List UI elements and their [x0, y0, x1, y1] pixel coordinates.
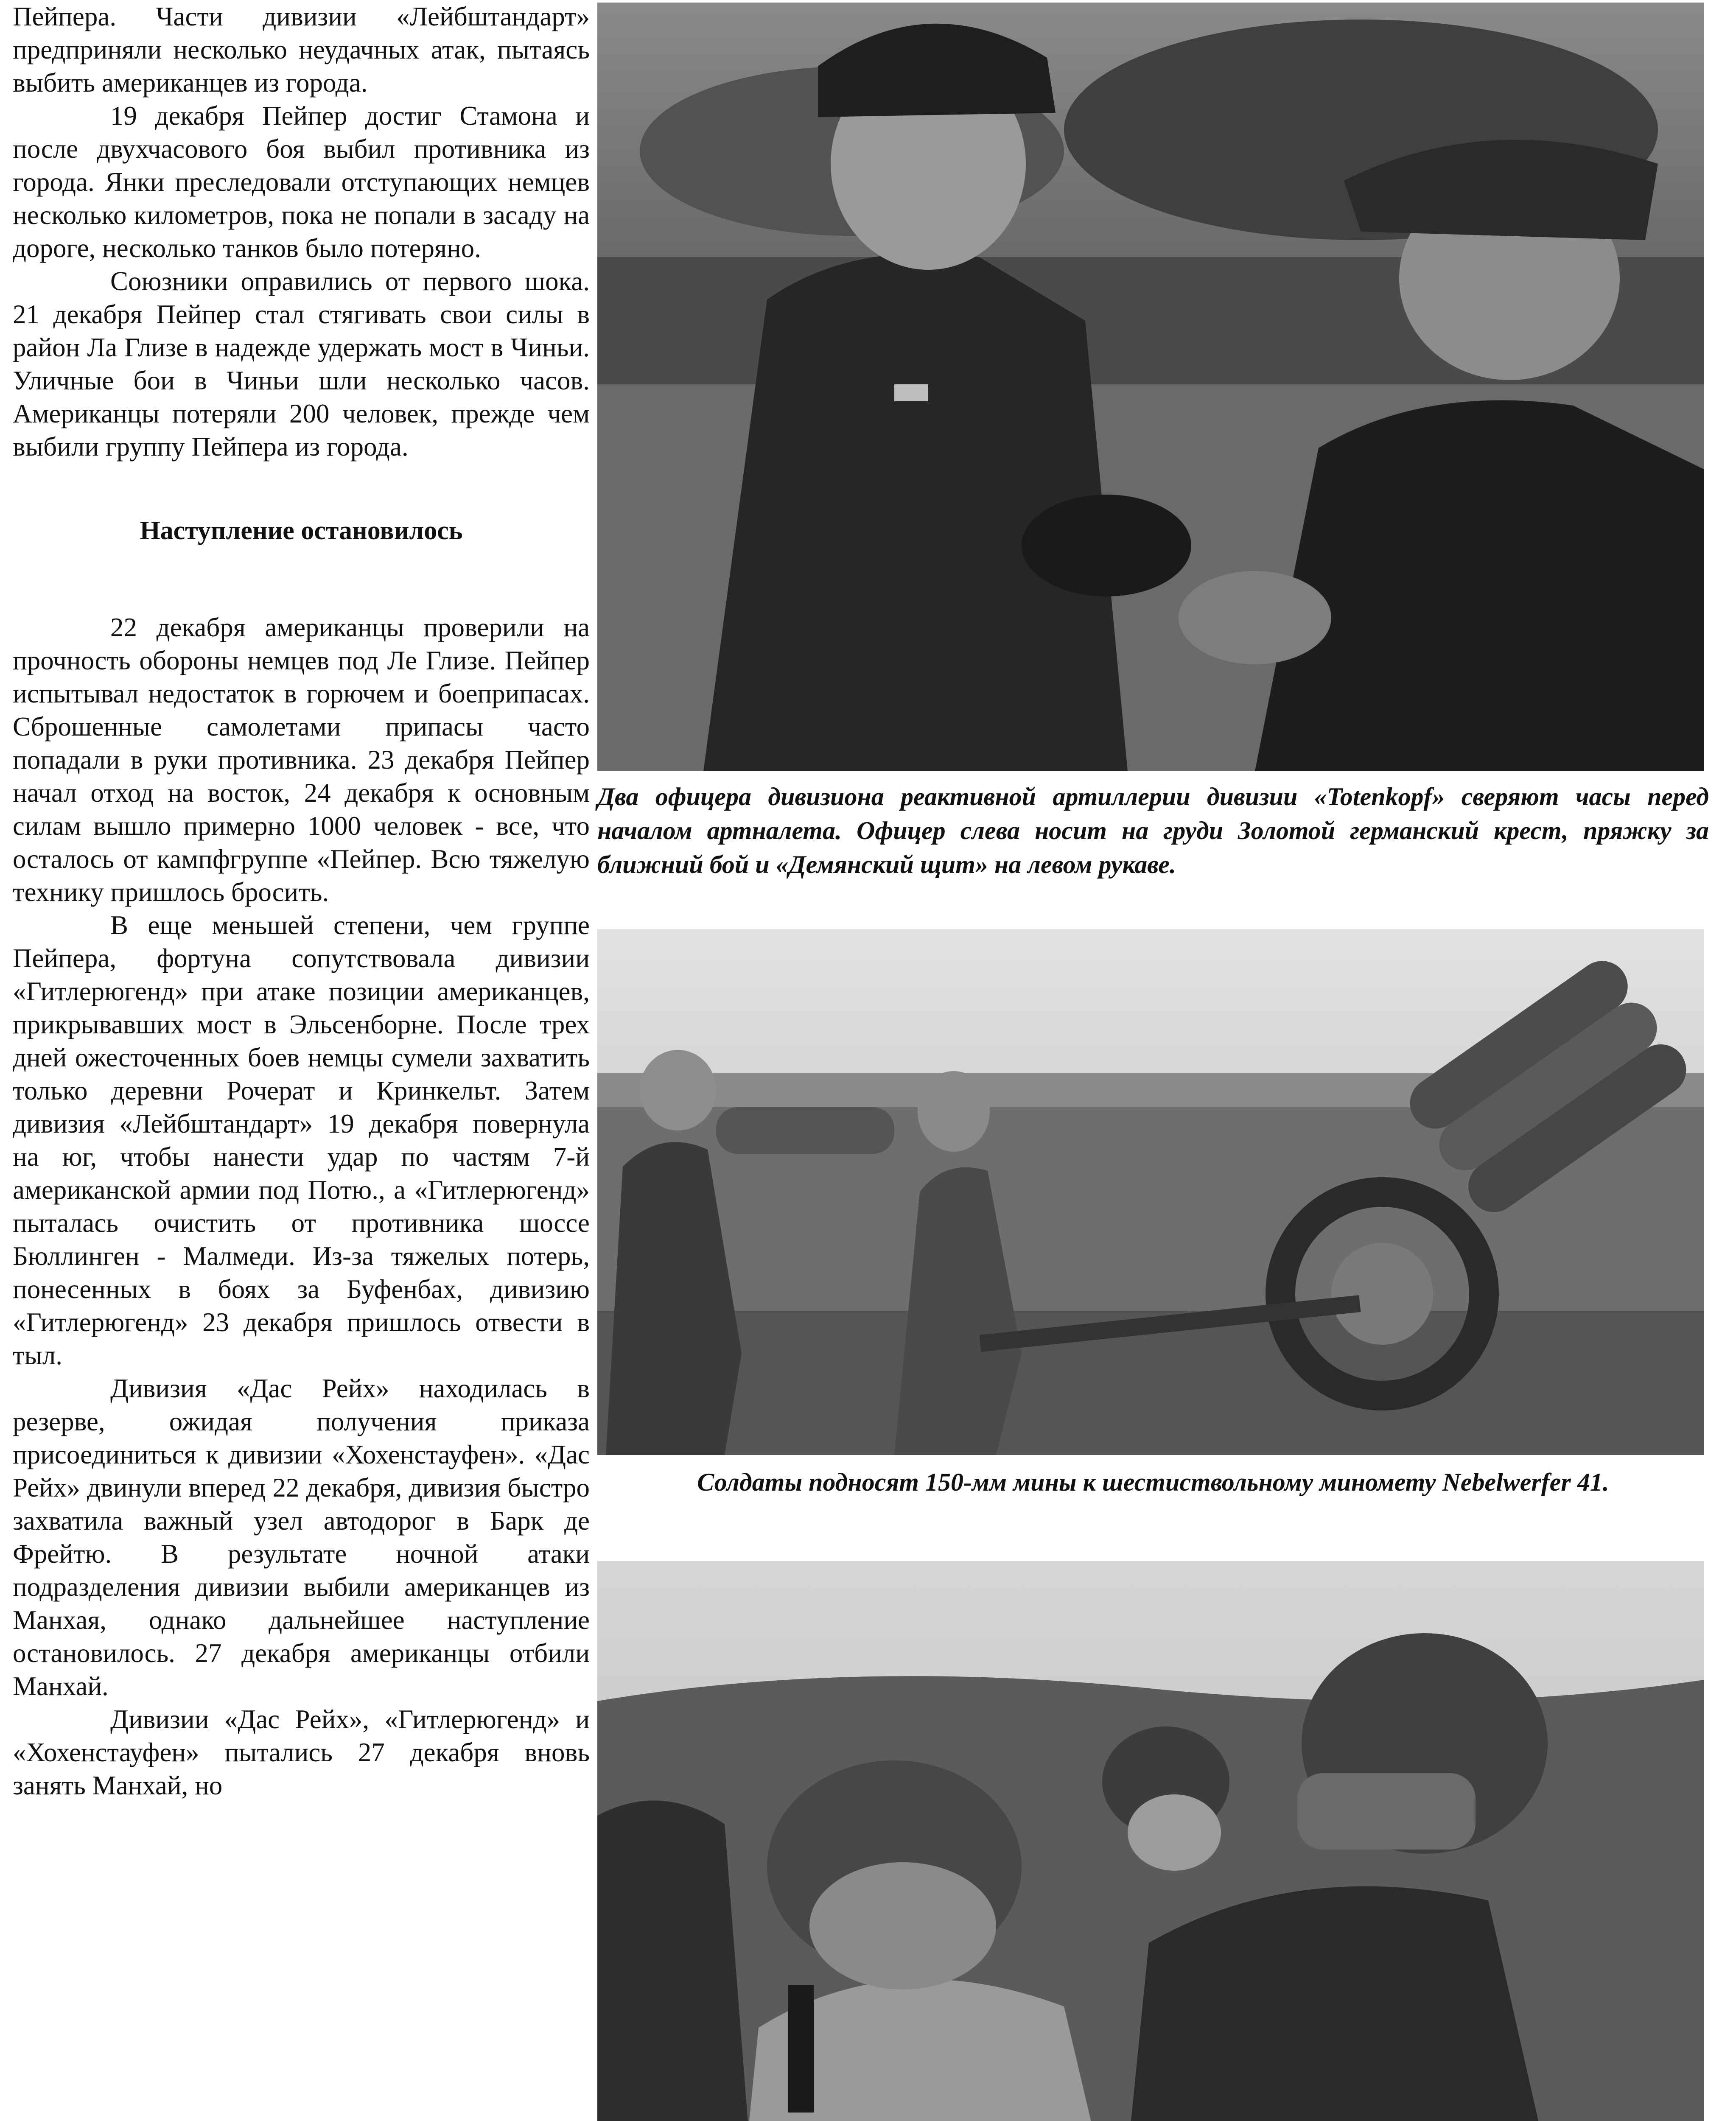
paragraph-6: Дивизия «Дас Рейх» находилась в резерве, ожидая получения приказа присоединиться к дивизии «Хохенстауфен». «Дас Рейх» двинули вперед 22 декабря, дивизия быстро захватила важный узел автодорог в Барк де Фрейтю. В результате ночной атаки подразделения дивизии выбили американцев из Манхая, однако дальнейшее наступление остановилось. 27 декабря американцы отбили Манхай.	[13, 1374, 590, 1701]
photo-officers	[597, 3, 1704, 771]
caption-photo-nebelwerfer: Солдаты подносят 150-мм мины к шестиствольному миномету Nebelwerfer 41.	[697, 1468, 1609, 1496]
photo-nebelwerfer	[597, 929, 1704, 1455]
left-text-column	[13, 0, 590, 2121]
photo-officers-image	[597, 3, 1704, 771]
paragraph-1: Пейпера. Части дивизии «Лейбштандарт» предприняли несколько неудачных атак, пытаясь выбить американцев из города.	[13, 2, 590, 98]
caption-photo-officers: Два офицера дивизиона реактивной артиллерии дивизии «Totenkopf» сверяют часы перед началом артналета. Офицер слева носит на груди Золотой германский крест, пряжку за ближний бой и «Демянский щит» на левом рукаве.	[597, 783, 1709, 879]
paragraph-5: В еще меньшей степени, чем группе Пейпера, фортуна сопутствовала дивизии «Гитлерюгенд» при атаке позиции американцев, прикрывавших мост в Эльсенборне. После трех дней ожесточенных боев немцы сумели захватить только деревни Рочерат и Кринкельт. Затем дивизия «Лейбштандарт» 19 декабря повернула на юг, чтобы нанести удар по частям 7-й американской армии под Потю., а «Гитлерюгенд» пыталась очистить от противника шоссе Бюллинген - Малмеди. Из-за тяжелых потерь, понесенных в боях за Буфенбах, дивизию «Гитлерюгенд» 23 декабря пришлось отвести в тыл.	[13, 910, 590, 1370]
paragraph-2: 19 декабря Пейпер достиг Стамона и после двухчасового боя выбил противника из города. Янки преследовали отступающих немцев несколько километров, пока не попали в засаду на дороге, несколько танков было потеряно.	[13, 101, 590, 263]
photo-soldiers-vests-image	[597, 1561, 1704, 2121]
paragraph-4: 22 декабря американцы проверили на прочность обороны немцев под Ле Глизе. Пейпер испытывал недостаток в горючем и боеприпасах. Сброшенные самолетами припасы часто попадали в руки противника. 23 декабря Пейпер начал отход на восток, 24 декабря к основным силам вышло примерно 1000 человек - все, что осталось от кампфгруппе «Пейпер. Всю тяжелую технику пришлось бросить.	[13, 613, 590, 907]
photo-soldiers-vests	[597, 1561, 1704, 2121]
photo-nebelwerfer-image	[597, 929, 1704, 1455]
paragraph-7: Дивизии «Дас Рейх», «Гитлерюгенд» и «Хохенстауфен» пытались 27 декабря вновь занять Манхай, но	[13, 1704, 590, 1800]
paragraph-3: Союзники оправились от первого шока. 21 декабря Пейпер стал стягивать свои силы в район Ла Глизе в надежде удержать мост в Чиньи. Уличные бои в Чиньи шли несколько часов. Американцы потеряли 200 человек, прежде чем выбили группу Пейпера из города.	[13, 266, 590, 462]
section-heading: Наступление остановилось	[140, 516, 463, 545]
